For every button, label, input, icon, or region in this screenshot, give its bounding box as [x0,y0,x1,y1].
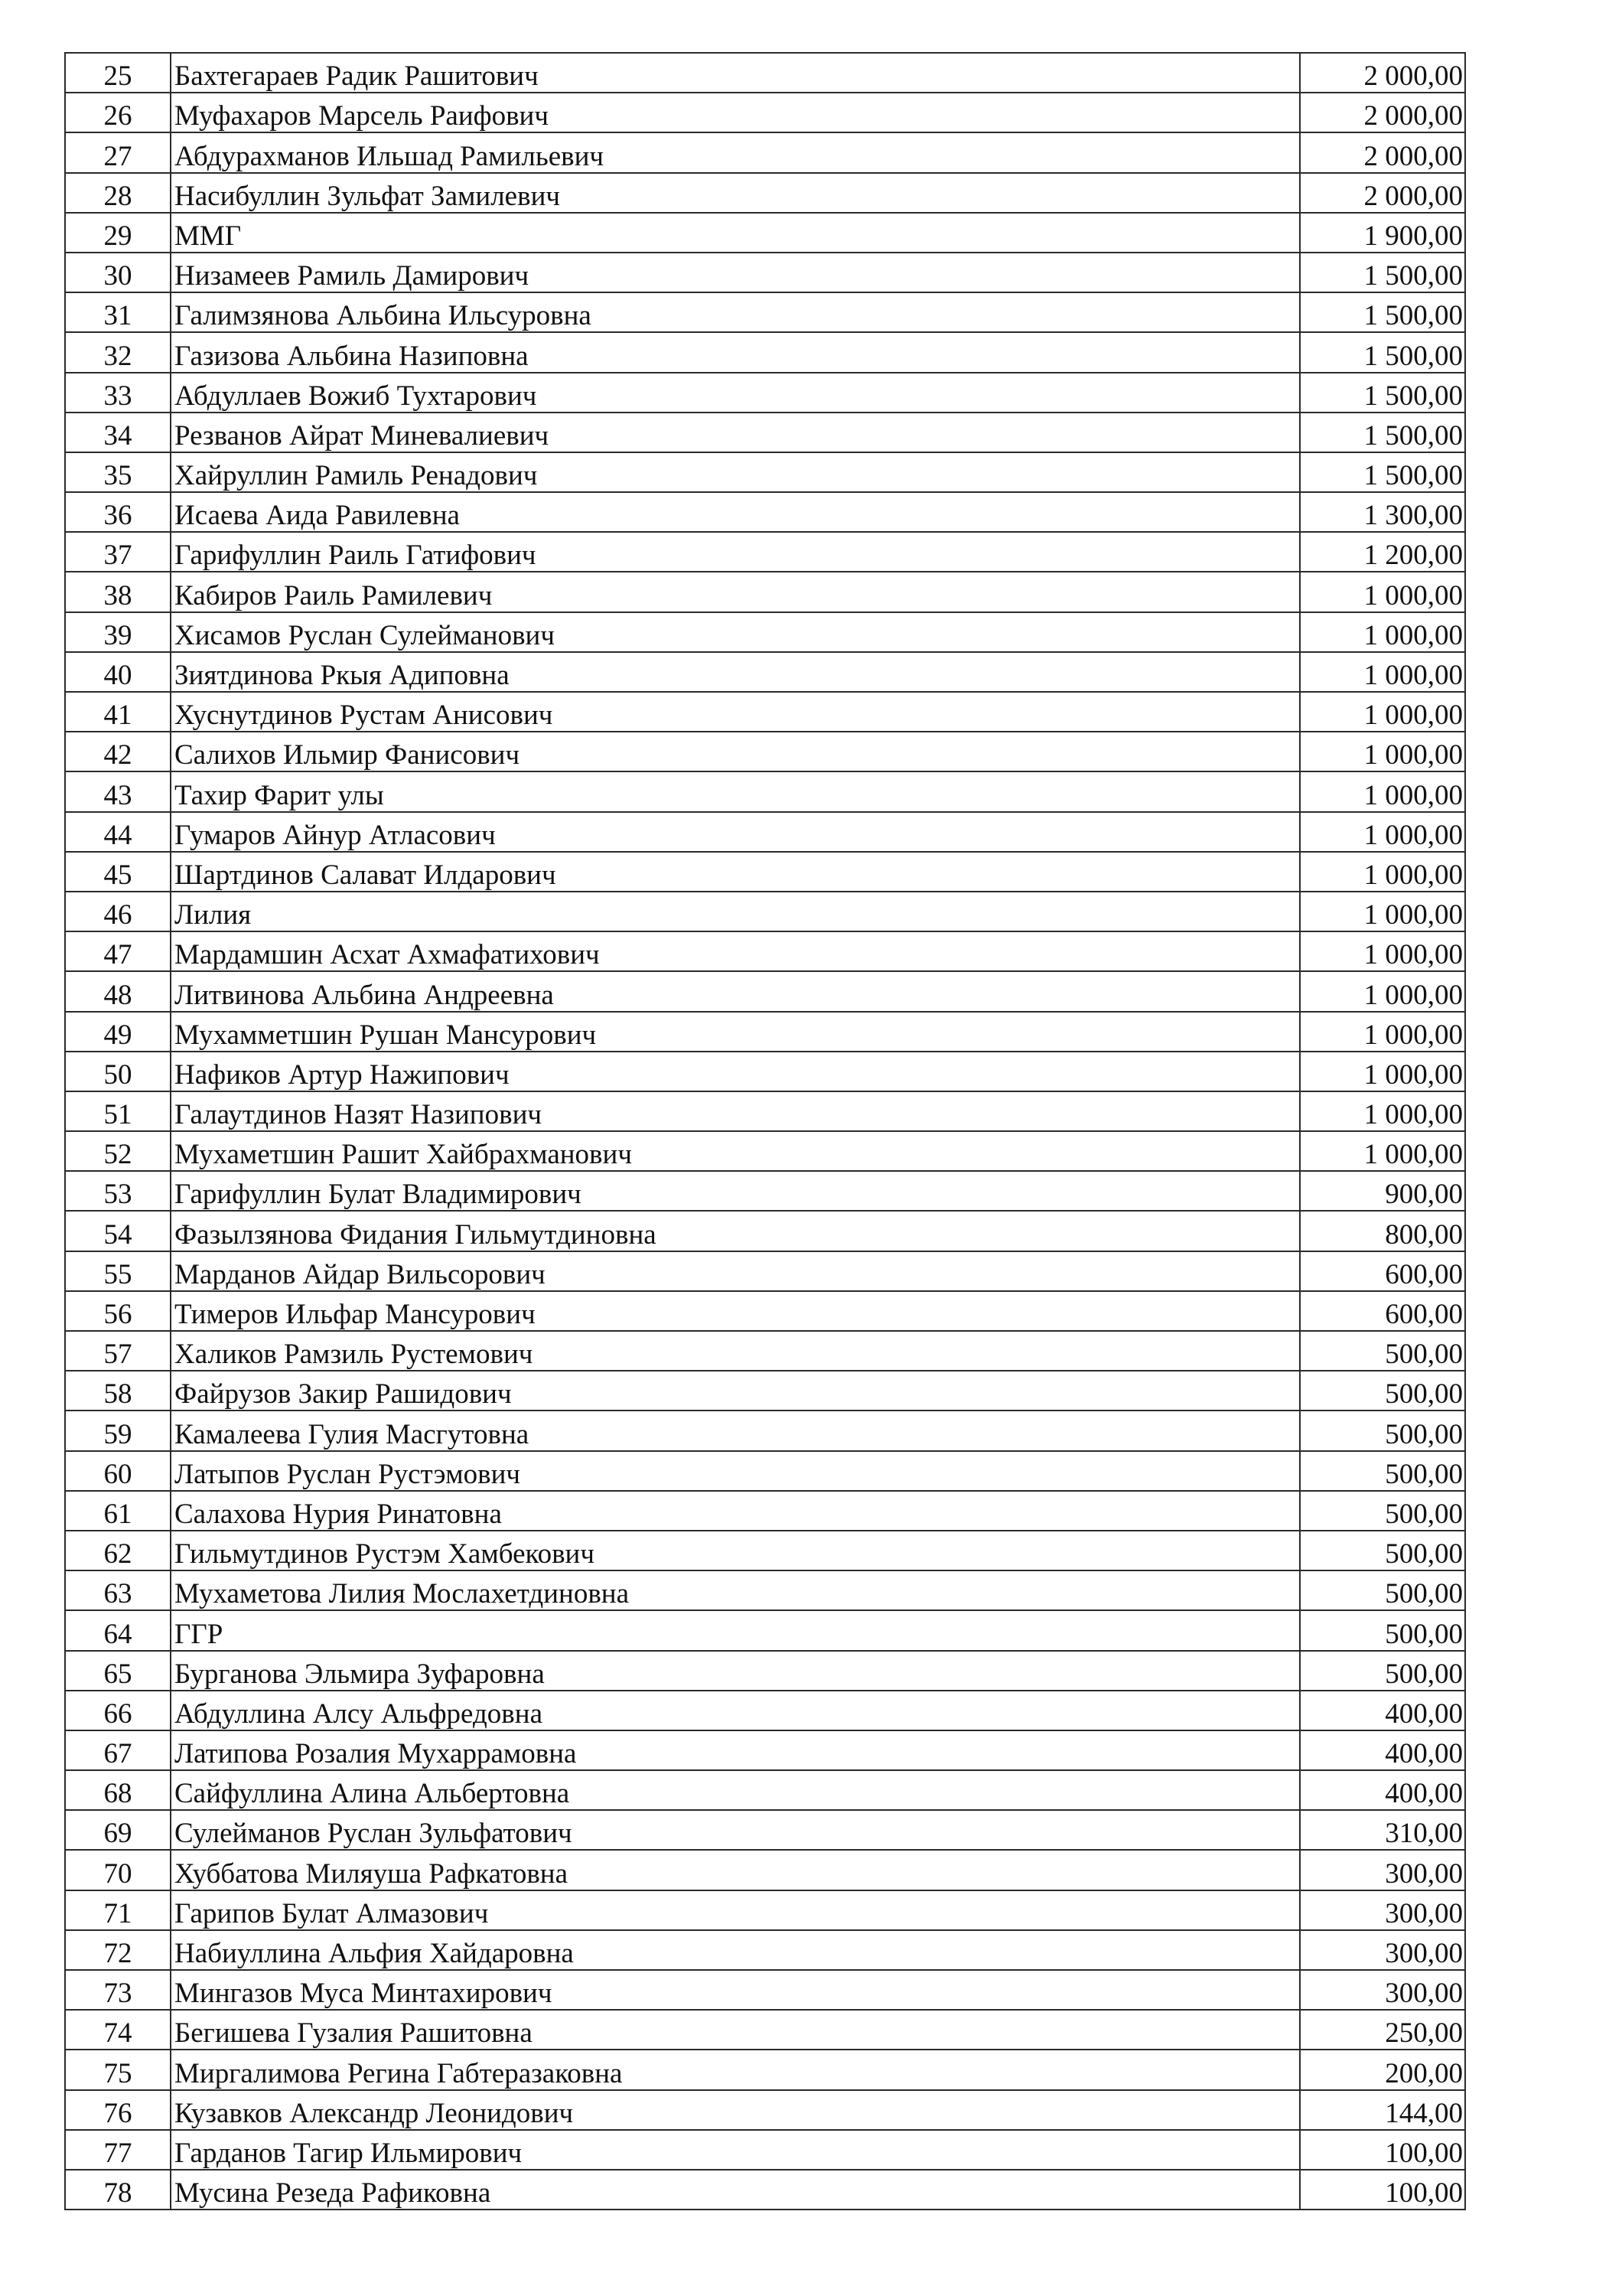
table-row [65,1610,1465,1650]
donor-name: Камалеева Гулия Масгутовна [171,1411,1300,1450]
table-row [65,332,1465,372]
donor-name: Гарифуллин Раиль Гатифович [171,532,1300,572]
donation-amount: 144,00 [1300,2090,1465,2130]
table-row [65,971,1465,1011]
table-row [65,2170,1465,2210]
donor-name: Бахтегараев Радик Рашитович [171,53,1300,93]
donation-amount: 800,00 [1300,1211,1465,1251]
donation-amount: 1 000,00 [1300,652,1465,692]
table-row [65,892,1465,931]
table-row [65,1451,1465,1491]
table-row [65,1251,1465,1291]
table-row [65,852,1465,892]
donor-name: Тахир Фарит улы [171,771,1300,811]
donor-name: Салахова Нурия Ринатовна [171,1491,1300,1531]
row-number: 30 [65,253,171,292]
donation-amount: 1 500,00 [1300,332,1465,372]
row-number: 57 [65,1331,171,1371]
table-row [65,572,1465,612]
donor-name: Набиуллина Альфия Хайдаровна [171,1930,1300,1970]
donation-amount: 900,00 [1300,1171,1465,1211]
row-number: 45 [65,852,171,892]
donation-amount: 1 000,00 [1300,1052,1465,1091]
row-number: 27 [65,132,171,172]
row-number: 73 [65,1970,171,2010]
table-row [65,1570,1465,1610]
row-number: 71 [65,1890,171,1930]
donation-amount: 500,00 [1300,1610,1465,1650]
table-row [65,1052,1465,1091]
table-row [65,812,1465,852]
donor-name: Гумаров Айнур Атласович [171,812,1300,852]
donation-amount: 1 000,00 [1300,931,1465,971]
row-number: 43 [65,771,171,811]
donation-amount: 500,00 [1300,1531,1465,1570]
table-row [65,452,1465,492]
table-row [65,732,1465,771]
donation-amount: 1 000,00 [1300,612,1465,652]
donor-name: Исаева Аида Равилевна [171,492,1300,532]
table-row [65,1890,1465,1930]
row-number: 52 [65,1131,171,1171]
donor-name: Гарифуллин Булат Владимирович [171,1171,1300,1211]
row-number: 39 [65,612,171,652]
donor-name: Абдуллина Алсу Альфредовна [171,1691,1300,1730]
donation-amount: 1 500,00 [1300,413,1465,452]
donation-amount: 500,00 [1300,1371,1465,1411]
donor-name: Латыпов Руслан Рустэмович [171,1451,1300,1491]
donation-amount: 1 900,00 [1300,213,1465,253]
row-number: 42 [65,732,171,771]
table-row [65,2130,1465,2170]
donation-amount: 500,00 [1300,1570,1465,1610]
donor-name: Хуббатова Миляуша Рафкатовна [171,1850,1300,1890]
donation-amount: 300,00 [1300,1970,1465,2010]
row-number: 36 [65,492,171,532]
donor-name: Салихов Ильмир Фанисович [171,732,1300,771]
table-row [65,2010,1465,2050]
table-row [65,1012,1465,1052]
donor-name: Файрузов Закир Рашидович [171,1371,1300,1411]
donation-amount: 1 000,00 [1300,572,1465,612]
table-row [65,132,1465,172]
donor-name: Мухамметшин Рушан Мансурович [171,1012,1300,1052]
donor-name: Шартдинов Салават Илдарович [171,852,1300,892]
donation-amount: 250,00 [1300,2010,1465,2050]
donor-name: Литвинова Альбина Андреевна [171,971,1300,1011]
donation-amount: 1 300,00 [1300,492,1465,532]
donation-amount: 100,00 [1300,2170,1465,2210]
row-number: 77 [65,2130,171,2170]
donation-amount: 1 000,00 [1300,812,1465,852]
row-number: 75 [65,2050,171,2089]
donor-name: Низамеев Рамиль Дамирович [171,253,1300,292]
table-row [65,53,1465,93]
row-number: 32 [65,332,171,372]
row-number: 38 [65,572,171,612]
row-number: 28 [65,173,171,213]
donations-table [64,52,1466,2210]
table-row [65,771,1465,811]
table-row [65,1651,1465,1691]
row-number: 53 [65,1171,171,1211]
donation-amount: 1 000,00 [1300,1131,1465,1171]
donor-name: Абдурахманов Ильшад Рамильевич [171,132,1300,172]
donor-name: Гарипов Булат Алмазович [171,1890,1300,1930]
row-number: 59 [65,1411,171,1450]
row-number: 54 [65,1211,171,1251]
donor-name: Фазылзянова Фидания Гильмутдиновна [171,1211,1300,1251]
table-row [65,93,1465,132]
donation-amount: 600,00 [1300,1251,1465,1291]
donor-name: Газизова Альбина Назиповна [171,332,1300,372]
donor-name: Мингазов Муса Минтахирович [171,1970,1300,2010]
donation-amount: 1 000,00 [1300,692,1465,732]
donation-amount: 1 500,00 [1300,292,1465,332]
table-row [65,173,1465,213]
row-number: 26 [65,93,171,132]
donor-name: Абдуллаев Вожиб Тухтарович [171,373,1300,413]
row-number: 72 [65,1930,171,1970]
table-row [65,413,1465,452]
donation-amount: 2 000,00 [1300,173,1465,213]
row-number: 33 [65,373,171,413]
donation-amount: 1 000,00 [1300,852,1465,892]
row-number: 64 [65,1610,171,1650]
table-row [65,292,1465,332]
donation-amount: 310,00 [1300,1810,1465,1850]
donation-amount: 2 000,00 [1300,93,1465,132]
table-row [65,1171,1465,1211]
row-number: 78 [65,2170,171,2210]
row-number: 51 [65,1091,171,1131]
donor-name: Мухаметова Лилия Мослахетдиновна [171,1570,1300,1610]
row-number: 46 [65,892,171,931]
table-row [65,692,1465,732]
donor-name: Тимеров Ильфар Мансурович [171,1291,1300,1331]
donation-amount: 1 000,00 [1300,1091,1465,1131]
donor-name: Нафиков Артур Нажипович [171,1052,1300,1091]
donation-amount: 1 000,00 [1300,771,1465,811]
row-number: 29 [65,213,171,253]
table-row [65,253,1465,292]
row-number: 56 [65,1291,171,1331]
row-number: 68 [65,1770,171,1810]
table-row [65,1091,1465,1131]
donation-amount: 400,00 [1300,1770,1465,1810]
row-number: 74 [65,2010,171,2050]
donor-name: Зиятдинова Ркыя Адиповна [171,652,1300,692]
table-row [65,1691,1465,1730]
row-number: 44 [65,812,171,852]
row-number: 60 [65,1451,171,1491]
donation-amount: 100,00 [1300,2130,1465,2170]
donation-amount: 1 500,00 [1300,253,1465,292]
donor-name: Марданов Айдар Вильсорович [171,1251,1300,1291]
donor-name: Лилия [171,892,1300,931]
donation-amount: 500,00 [1300,1451,1465,1491]
row-number: 25 [65,53,171,93]
row-number: 31 [65,292,171,332]
donation-amount: 1 000,00 [1300,971,1465,1011]
donation-amount: 2 000,00 [1300,53,1465,93]
donation-amount: 600,00 [1300,1291,1465,1331]
table-row [65,532,1465,572]
donation-amount: 1 200,00 [1300,532,1465,572]
donor-name: Мардамшин Асхат Ахмафатихович [171,931,1300,971]
row-number: 67 [65,1730,171,1770]
table-row [65,1131,1465,1171]
donor-name: Кабиров Раиль Рамилевич [171,572,1300,612]
donor-name: Бурганова Эльмира Зуфаровна [171,1651,1300,1691]
donor-name: Хуснутдинов Рустам Анисович [171,692,1300,732]
donation-amount: 400,00 [1300,1691,1465,1730]
table-row [65,2050,1465,2089]
row-number: 62 [65,1531,171,1570]
table-row [65,492,1465,532]
row-number: 69 [65,1810,171,1850]
donor-name: Гильмутдинов Рустэм Хамбекович [171,1531,1300,1570]
table-row [65,1770,1465,1810]
donor-name: Кузавков Александр Леонидович [171,2090,1300,2130]
table-row [65,1730,1465,1770]
table-row [65,1531,1465,1570]
row-number: 58 [65,1371,171,1411]
row-number: 47 [65,931,171,971]
row-number: 61 [65,1491,171,1531]
donor-name: Галаутдинов Назят Назипович [171,1091,1300,1131]
donation-amount: 1 500,00 [1300,373,1465,413]
donor-name: Муфахаров Марсель Раифович [171,93,1300,132]
row-number: 37 [65,532,171,572]
table-row [65,1291,1465,1331]
donor-name: Насибуллин Зульфат Замилевич [171,173,1300,213]
row-number: 70 [65,1850,171,1890]
donation-amount: 500,00 [1300,1651,1465,1691]
row-number: 66 [65,1691,171,1730]
table-row [65,373,1465,413]
donor-name: Сулейманов Руслан Зульфатович [171,1810,1300,1850]
donor-name: Гарданов Тагир Ильмирович [171,2130,1300,2170]
donation-amount: 300,00 [1300,1890,1465,1930]
table-row [65,1850,1465,1890]
donor-name: Мусина Резеда Рафиковна [171,2170,1300,2210]
donor-name: Бегишева Гузалия Рашитовна [171,2010,1300,2050]
donor-name: Галимзянова Альбина Ильсуровна [171,292,1300,332]
table-row [65,1411,1465,1450]
table-row [65,1810,1465,1850]
donation-amount: 2 000,00 [1300,132,1465,172]
row-number: 76 [65,2090,171,2130]
donor-name: ММГ [171,213,1300,253]
donation-amount: 400,00 [1300,1730,1465,1770]
donation-amount: 500,00 [1300,1491,1465,1531]
donations-table-body [65,53,1465,2210]
table-row [65,1930,1465,1970]
table-row [65,1491,1465,1531]
row-number: 55 [65,1251,171,1291]
row-number: 49 [65,1012,171,1052]
donor-name: Хисамов Руслан Сулейманович [171,612,1300,652]
donation-amount: 1 000,00 [1300,732,1465,771]
row-number: 35 [65,452,171,492]
donor-name: Латипова Розалия Мухаррамовна [171,1730,1300,1770]
donor-name: Миргалимова Регина Габтеразаковна [171,2050,1300,2089]
row-number: 50 [65,1052,171,1091]
table-row [65,1371,1465,1411]
table-row [65,1331,1465,1371]
donor-name: ГГР [171,1610,1300,1650]
donor-name: Мухаметшин Рашит Хайбрахманович [171,1131,1300,1171]
donor-name: Халиков Рамзиль Рустемович [171,1331,1300,1371]
donation-amount: 300,00 [1300,1930,1465,1970]
donation-amount: 1 500,00 [1300,452,1465,492]
row-number: 41 [65,692,171,732]
donation-amount: 1 000,00 [1300,892,1465,931]
row-number: 34 [65,413,171,452]
donation-amount: 500,00 [1300,1331,1465,1371]
table-row [65,931,1465,971]
row-number: 40 [65,652,171,692]
donation-amount: 1 000,00 [1300,1012,1465,1052]
donation-amount: 300,00 [1300,1850,1465,1890]
table-row [65,2090,1465,2130]
row-number: 65 [65,1651,171,1691]
table-row [65,612,1465,652]
table-row [65,652,1465,692]
table-row [65,213,1465,253]
donation-amount: 500,00 [1300,1411,1465,1450]
donor-name: Резванов Айрат Миневалиевич [171,413,1300,452]
row-number: 63 [65,1570,171,1610]
row-number: 48 [65,971,171,1011]
donor-name: Хайруллин Рамиль Ренадович [171,452,1300,492]
table-row [65,1211,1465,1251]
donor-name: Сайфуллина Алина Альбертовна [171,1770,1300,1810]
table-row [65,1970,1465,2010]
donation-amount: 200,00 [1300,2050,1465,2089]
